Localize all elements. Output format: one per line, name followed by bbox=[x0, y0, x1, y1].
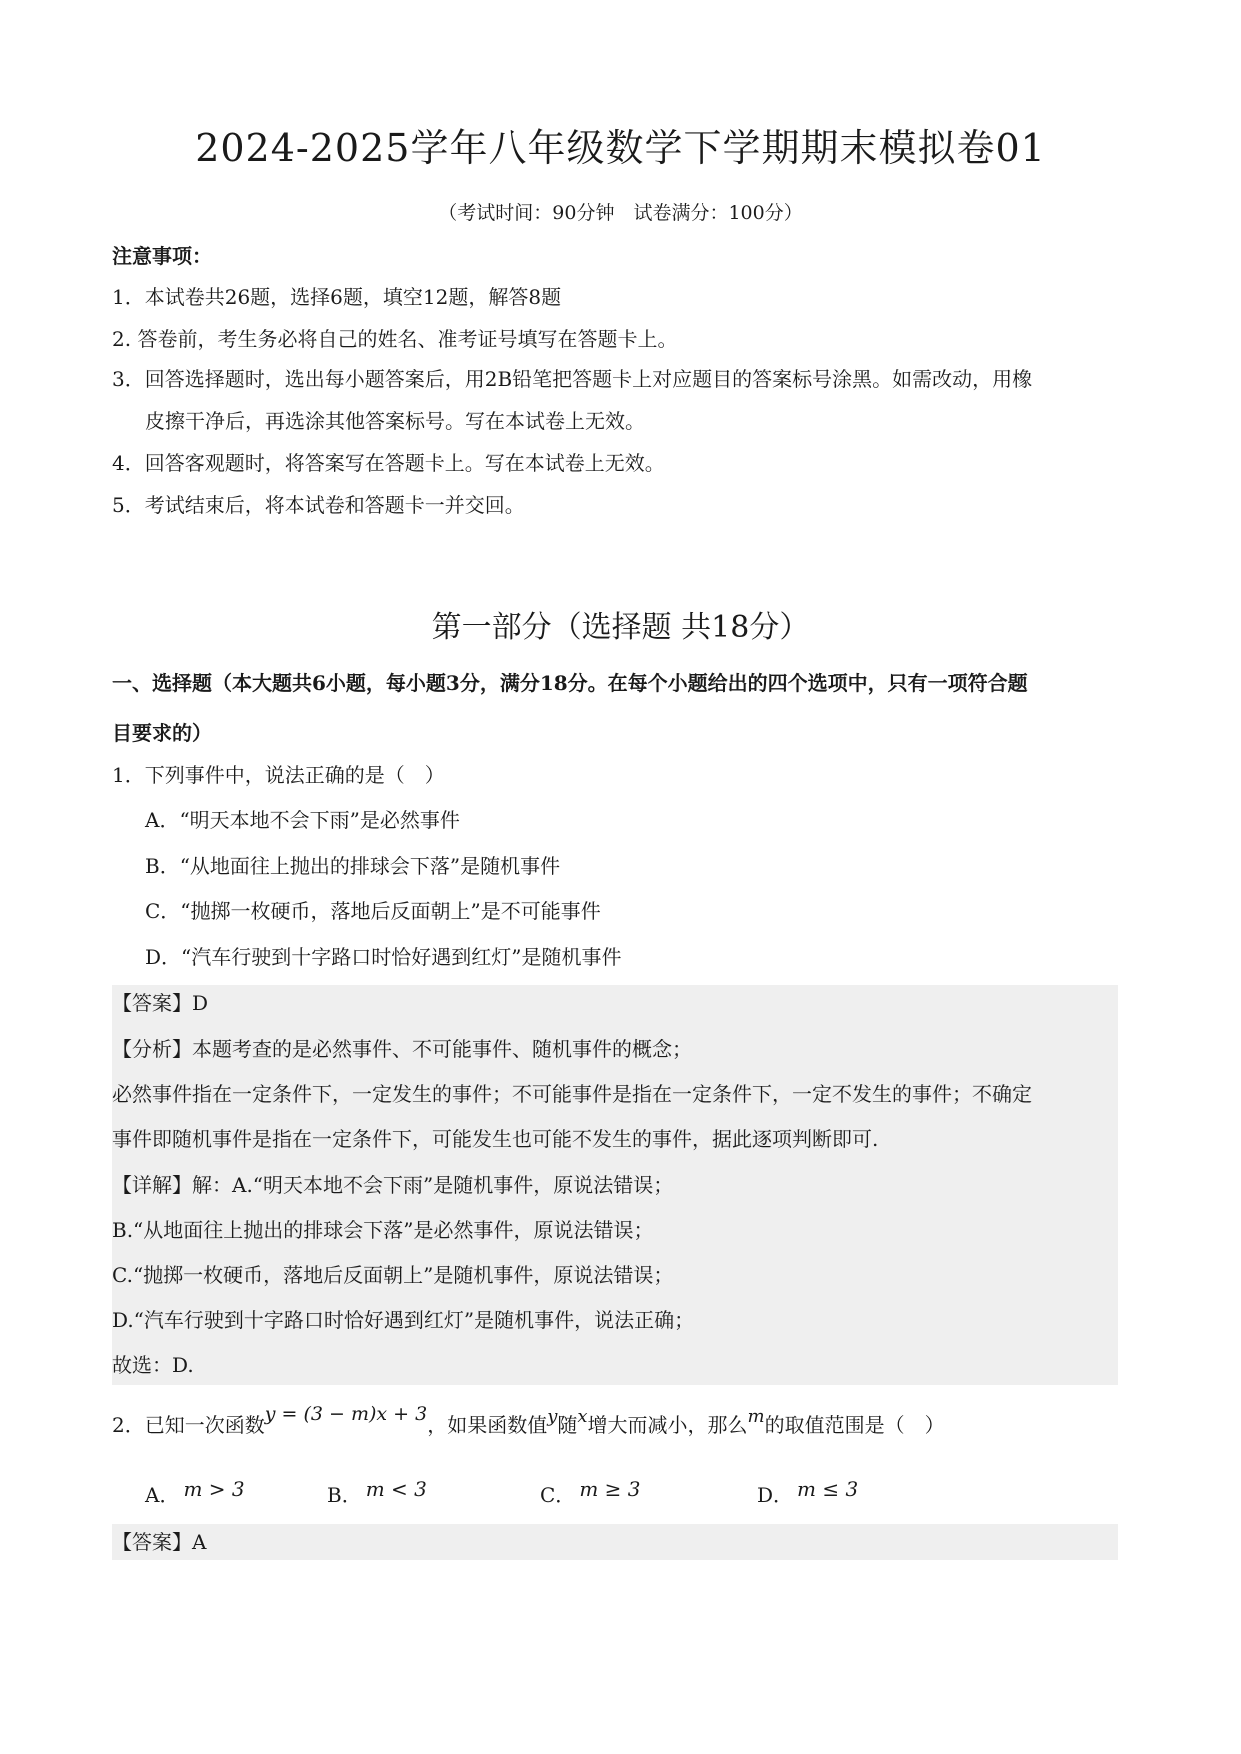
question-1-option-b: B．“从地面往上抛出的排球会下落”是随机事件 bbox=[145, 854, 561, 878]
question-2-option-a bbox=[145, 1478, 245, 1512]
question-1-option-a: A．“明天本地不会下雨”是必然事件 bbox=[145, 808, 460, 832]
question-1-analysis: 事件即随机事件是指在一定条件下，可能发生也可能不发生的事件，据此逐项判断即可. bbox=[112, 1127, 879, 1151]
question-2-option-d bbox=[757, 1478, 858, 1512]
question-1-answer: 【答案】D bbox=[112, 991, 209, 1015]
option-label: C． bbox=[540, 1483, 576, 1507]
question-2-stem bbox=[112, 1403, 945, 1444]
note-item: 2. 答卷前，考生务必将自己的姓名、准考证号填写在答题卡上。 bbox=[112, 327, 678, 351]
page-title: 2024-2025学年八年级数学下学期期末模拟卷01 bbox=[195, 126, 1046, 170]
option-label: D． bbox=[757, 1483, 794, 1507]
note-item-continued: 皮擦干净后，再选涂其他答案标号。写在本试卷上无效。 bbox=[145, 409, 645, 433]
note-item: 5．考试结束后，将本试卷和答题卡一并交回。 bbox=[112, 493, 525, 517]
question-1-detail: D.“汽车行驶到十字路口时恰好遇到红灯”是随机事件，说法正确； bbox=[112, 1308, 695, 1332]
question-2-solution-box bbox=[112, 1524, 1118, 1560]
question-1-analysis: 必然事件指在一定条件下，一定发生的事件；不可能事件是指在一定条件下，一定不发生的事件；不确定 bbox=[112, 1082, 1032, 1106]
question-1-stem: 1．下列事件中，说法正确的是（ ） bbox=[112, 763, 445, 787]
note-item: 4．回答客观题时，将答案写在答题卡上。写在本试卷上无效。 bbox=[112, 451, 665, 475]
note-item: 1．本试卷共26题，选择6题，填空12题，解答8题 bbox=[112, 285, 562, 309]
option-expr: m ≥ 3 bbox=[579, 1477, 641, 1501]
question-1-detail: C.“抛掷一枚硬币，落地后反面朝上”是随机事件，原说法错误； bbox=[112, 1263, 674, 1287]
question-1-detail: B.“从地面往上抛出的排球会下落”是必然事件，原说法错误； bbox=[112, 1218, 654, 1242]
question-1-detail: 故选：D. bbox=[112, 1353, 194, 1377]
question-2-answer: 【答案】A bbox=[112, 1530, 207, 1554]
question-2-var: x bbox=[577, 1406, 588, 1427]
question-1-analysis: 【分析】本题考查的是必然事件、不可能事件、随机事件的概念； bbox=[112, 1037, 692, 1061]
notes-heading: 注意事项： bbox=[112, 244, 212, 268]
section-heading: 一、选择题（本大题共6小题，每小题3分，满分18分。在每个小题给出的四个选项中，只有一项符合题 bbox=[112, 671, 1028, 695]
question-2-text: 的取值范围是（ ） bbox=[764, 1413, 945, 1437]
question-2-text: 随 bbox=[557, 1413, 578, 1437]
question-1-option-c: C．“抛掷一枚硬币，落地后反面朝上”是不可能事件 bbox=[145, 899, 601, 923]
option-expr: m < 3 bbox=[365, 1477, 427, 1501]
question-1-detail: 【详解】解：A.“明天本地不会下雨”是随机事件，原说法错误； bbox=[112, 1173, 674, 1197]
question-1-option-d: D．“汽车行驶到十字路口时恰好遇到红灯”是随机事件 bbox=[145, 945, 622, 969]
option-expr: m ≤ 3 bbox=[797, 1477, 859, 1501]
question-2-option-b bbox=[327, 1478, 427, 1512]
question-2-var: m bbox=[747, 1406, 765, 1427]
section-heading-continued: 目要求的） bbox=[112, 721, 212, 745]
question-2-text: 2．已知一次函数 bbox=[112, 1413, 265, 1437]
question-2-formula: y = (3 − m)x + 3 bbox=[264, 1403, 428, 1425]
part-title: 第一部分（选择题 共18分） bbox=[431, 610, 810, 645]
question-2-text: ，如果函数值 bbox=[427, 1413, 548, 1437]
option-expr: m > 3 bbox=[183, 1477, 245, 1501]
question-2-option-c bbox=[540, 1478, 640, 1512]
question-2-var: y bbox=[547, 1406, 558, 1427]
question-2-text: 增大而减小，那么 bbox=[587, 1413, 748, 1437]
option-label: B． bbox=[327, 1483, 362, 1507]
note-item: 3．回答选择题时，选出每小题答案后，用2B铅笔把答题卡上对应题目的答案标号涂黑。如需改动，用橡 bbox=[112, 367, 1033, 391]
option-label: A． bbox=[145, 1483, 180, 1507]
exam-time-info: （考试时间：90分钟 试卷满分：100分） bbox=[438, 202, 803, 224]
